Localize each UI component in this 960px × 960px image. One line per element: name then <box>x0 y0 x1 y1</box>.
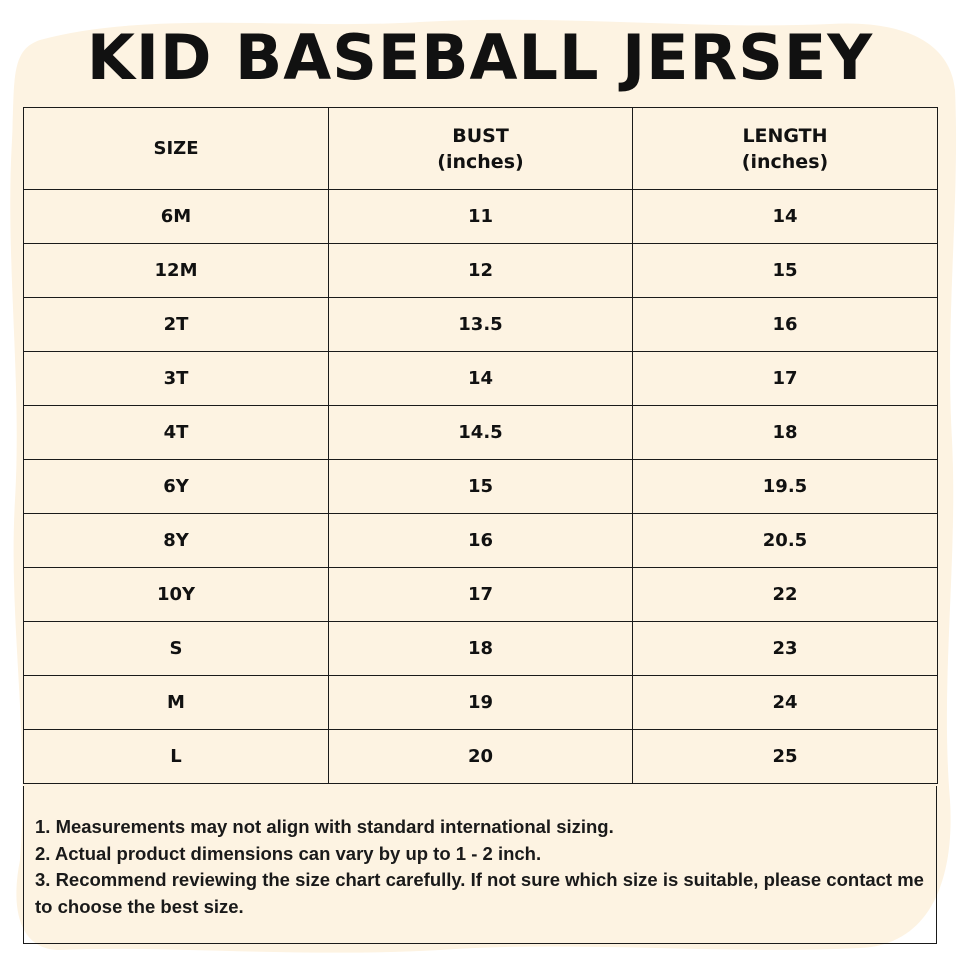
table-row <box>24 298 938 352</box>
header-size <box>24 108 329 190</box>
notes-box <box>23 786 937 944</box>
table-row <box>24 460 938 514</box>
table-header-row <box>24 108 938 190</box>
length-cell: 22 <box>633 568 938 622</box>
table-row <box>24 730 938 784</box>
bust-cell: 15 <box>329 460 633 514</box>
length-cell: 18 <box>633 406 938 460</box>
size-cell: M <box>24 676 329 730</box>
table-row <box>24 622 938 676</box>
header-bust-unit: (inches) <box>437 150 524 173</box>
bust-cell: 11 <box>329 190 633 244</box>
bust-cell: 20 <box>329 730 633 784</box>
table-row <box>24 514 938 568</box>
table-row <box>24 568 938 622</box>
page-title: KID BASEBALL JERSEY <box>86 21 874 94</box>
length-cell: 25 <box>633 730 938 784</box>
size-cell: 8Y <box>24 514 329 568</box>
bust-cell: 17 <box>329 568 633 622</box>
header-length-unit: (inches) <box>741 150 829 173</box>
header-bust-label: BUST <box>452 124 509 147</box>
length-cell: 16 <box>633 298 938 352</box>
table-row <box>24 352 938 406</box>
table-row <box>24 190 938 244</box>
bust-cell: 13.5 <box>329 298 633 352</box>
bust-cell: 16 <box>329 514 633 568</box>
bust-cell: 14 <box>329 352 633 406</box>
bust-cell: 19 <box>329 676 633 730</box>
size-cell: 12M <box>24 244 329 298</box>
size-cell: 6M <box>24 190 329 244</box>
header-bust <box>329 108 633 190</box>
length-cell: 24 <box>633 676 938 730</box>
bust-cell: 14.5 <box>329 406 633 460</box>
size-cell: 10Y <box>24 568 329 622</box>
size-cell: 2T <box>24 298 329 352</box>
table-row <box>24 244 938 298</box>
length-cell: 17 <box>633 352 938 406</box>
header-length-label: LENGTH <box>742 124 828 147</box>
note-dimensions: 2. Actual product dimensions can vary by up to 1 - 2 inch. <box>35 842 542 864</box>
bust-cell: 12 <box>329 244 633 298</box>
size-cell: 6Y <box>24 460 329 514</box>
header-size-label: SIZE <box>153 137 199 159</box>
size-cell: S <box>24 622 329 676</box>
size-chart-table <box>23 107 938 784</box>
size-cell: L <box>24 730 329 784</box>
length-cell: 19.5 <box>633 460 938 514</box>
note-recommend: 3. Recommend reviewing the size chart carefully. If not sure which size is suitable, please contact me to choose the best size. <box>35 869 924 917</box>
length-cell: 15 <box>633 244 938 298</box>
size-cell: 4T <box>24 406 329 460</box>
bust-cell: 18 <box>329 622 633 676</box>
table-row <box>24 406 938 460</box>
note-measurements: 1. Measurements may not align with standard international sizing. <box>35 816 614 837</box>
size-cell: 3T <box>24 352 329 406</box>
length-cell: 20.5 <box>633 514 938 568</box>
header-length <box>633 108 938 190</box>
table-row <box>24 676 938 730</box>
length-cell: 23 <box>633 622 938 676</box>
length-cell: 14 <box>633 190 938 244</box>
